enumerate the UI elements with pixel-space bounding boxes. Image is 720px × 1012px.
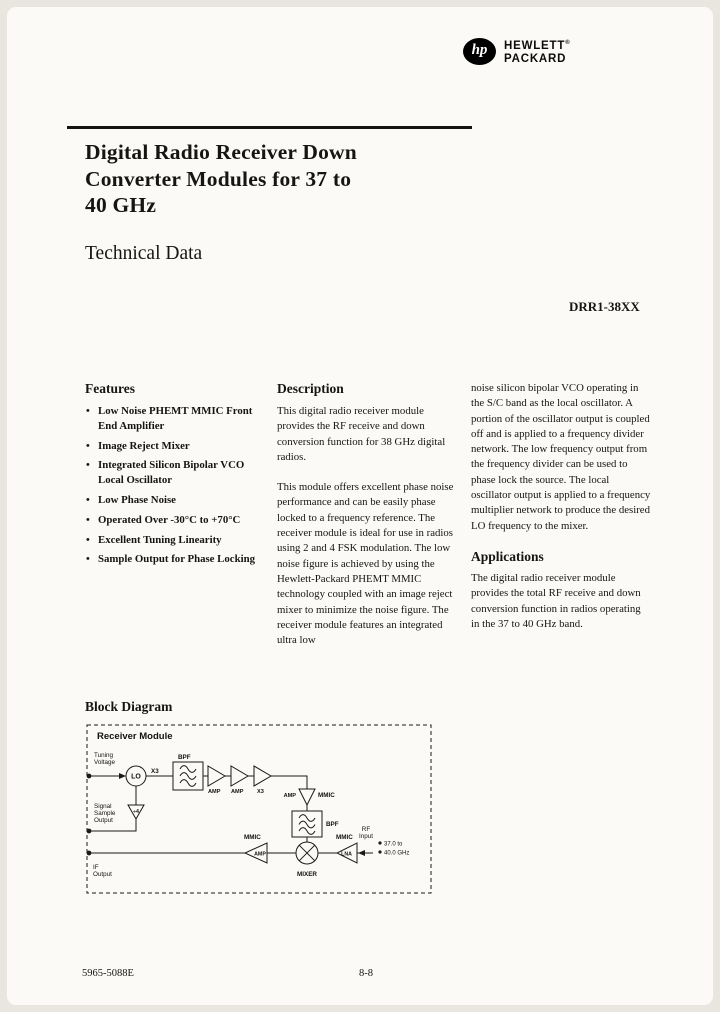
- amp3-label: AMP: [283, 793, 296, 799]
- lna-label: LNA: [341, 851, 352, 858]
- lo-label: LO: [131, 773, 141, 781]
- hp-logo: [463, 37, 570, 66]
- amp2-symbol: [231, 766, 248, 786]
- rf-input-label: Input: [358, 833, 374, 840]
- feature-item: • Image Reject Mixer: [85, 439, 259, 454]
- title-line2: Converter Modules for 37 to: [85, 166, 352, 191]
- hp-logo-mark-text: hp: [471, 41, 488, 58]
- description-column: [277, 381, 455, 663]
- page-number: 8-8: [359, 968, 373, 979]
- if-amp-label: AMP: [254, 851, 266, 858]
- applications-paragraph: The digital radio receiver module provides the total RF receive and down conversion function in radios operating in the 37 to 40 GHz band.: [471, 571, 641, 630]
- feature-item: • Low Phase Noise: [85, 493, 259, 508]
- bpf2-label: BPF: [326, 821, 339, 828]
- feature-item: • Sample Output for Phase Locking: [85, 552, 259, 567]
- page-subtitle: Technical Data: [85, 243, 203, 264]
- terminal-dots: [87, 774, 382, 856]
- document-number: 5965-5088E: [82, 968, 134, 979]
- bpf2-symbol: [292, 811, 322, 837]
- amp2-label: AMP: [231, 789, 244, 795]
- block-diagram: [85, 719, 437, 899]
- features-list: [85, 404, 259, 567]
- continuation-column: [471, 381, 651, 647]
- amp1-symbol: [208, 766, 225, 786]
- amp3-symbol: [299, 789, 315, 805]
- multiplier2-label: X3: [257, 789, 264, 795]
- receiver-module-label: Receiver Module: [97, 731, 173, 742]
- mixer-symbol: [296, 842, 318, 864]
- features-column: [85, 381, 259, 572]
- mmic2-label: MMIC: [244, 834, 261, 841]
- diagram-wires: [89, 773, 373, 853]
- features-heading: Features: [85, 381, 135, 396]
- mixer-label: MIXER: [297, 871, 317, 878]
- frequency-range-label: 40.0 GHz: [384, 850, 410, 857]
- rf-input-label: RF: [361, 826, 371, 833]
- hp-logo-line1: HEWLETT®: [504, 39, 570, 52]
- divider-label: ÷4: [133, 809, 139, 815]
- amp1-label: AMP: [208, 789, 221, 795]
- content-columns: [85, 381, 651, 663]
- description-paragraph-1: This digital radio receiver module provides the RF receive and down conversion function for 38 GHz digital radios.: [277, 405, 446, 463]
- applications-heading: Applications: [471, 548, 544, 564]
- datasheet-page: [7, 7, 713, 1005]
- arrowhead-icons: [119, 773, 365, 856]
- multiplier-symbol: [254, 766, 271, 786]
- if-output-label: Output: [93, 871, 112, 878]
- signal-sample-label: Signal: [94, 803, 112, 810]
- feature-item: • Excellent Tuning Linearity: [85, 533, 259, 548]
- tuning-voltage-label: Voltage: [94, 759, 116, 766]
- signal-sample-label: Sample: [94, 810, 116, 817]
- description-paragraph-2: This module offers excellent phase noise performance and can be easily phase locked to a frequency reference. The receiver module is ideal for use in radios using 2 and 4 FSK modulation. The low noise figure is achieved by using the Hewlett-Packard PHEMT MMIC technology coupled with an image reject mixer to minimize the noise figure. The receiver module features an integrated ultra low: [277, 481, 454, 647]
- title-line1: Digital Radio Receiver Down: [85, 140, 357, 164]
- mmic1-label: MMIC: [318, 792, 335, 799]
- if-output-label: IF: [93, 864, 99, 871]
- hp-logo-mark-icon: [463, 38, 496, 65]
- block-diagram-svg: [85, 719, 437, 899]
- mmic3-label: MMIC: [336, 834, 353, 841]
- feature-item: • Operated Over -30°C to +70°C: [85, 513, 259, 528]
- page-title: [85, 139, 515, 219]
- hp-logo-wordmark: [504, 37, 570, 66]
- title-rule: [67, 126, 472, 129]
- frequency-range-label: 37.0 to: [384, 841, 403, 848]
- hp-logo-line2: PACKARD: [504, 52, 567, 65]
- registered-mark: ®: [565, 40, 570, 46]
- bpf1-symbol: [173, 762, 203, 790]
- signal-sample-label: Output: [94, 817, 113, 824]
- tuning-voltage-label: Tuning: [94, 752, 114, 759]
- block-diagram-heading: Block Diagram: [85, 699, 173, 714]
- multiplier1-label: X3: [151, 768, 159, 775]
- feature-item: • Low Noise PHEMT MMIC Front End Amplifier: [85, 404, 259, 434]
- bpf1-label: BPF: [178, 754, 191, 761]
- description-heading: Description: [277, 381, 344, 396]
- description-paragraph-3: noise silicon bipolar VCO operating in the S/C band as the local oscillator. A portion of the oscillator output is coupled off and is applied to a frequency divider network. The low frequency output from the frequency divider can be used to phase lock the source. The local oscillator output is applied to a frequency multiplier network to produce the desired LO frequency to the mixer.: [471, 382, 651, 532]
- title-line3: 40 GHz: [85, 193, 157, 217]
- model-number: DRR1-38XX: [569, 299, 640, 314]
- feature-item: • Integrated Silicon Bipolar VCO Local Oscillator: [85, 458, 259, 488]
